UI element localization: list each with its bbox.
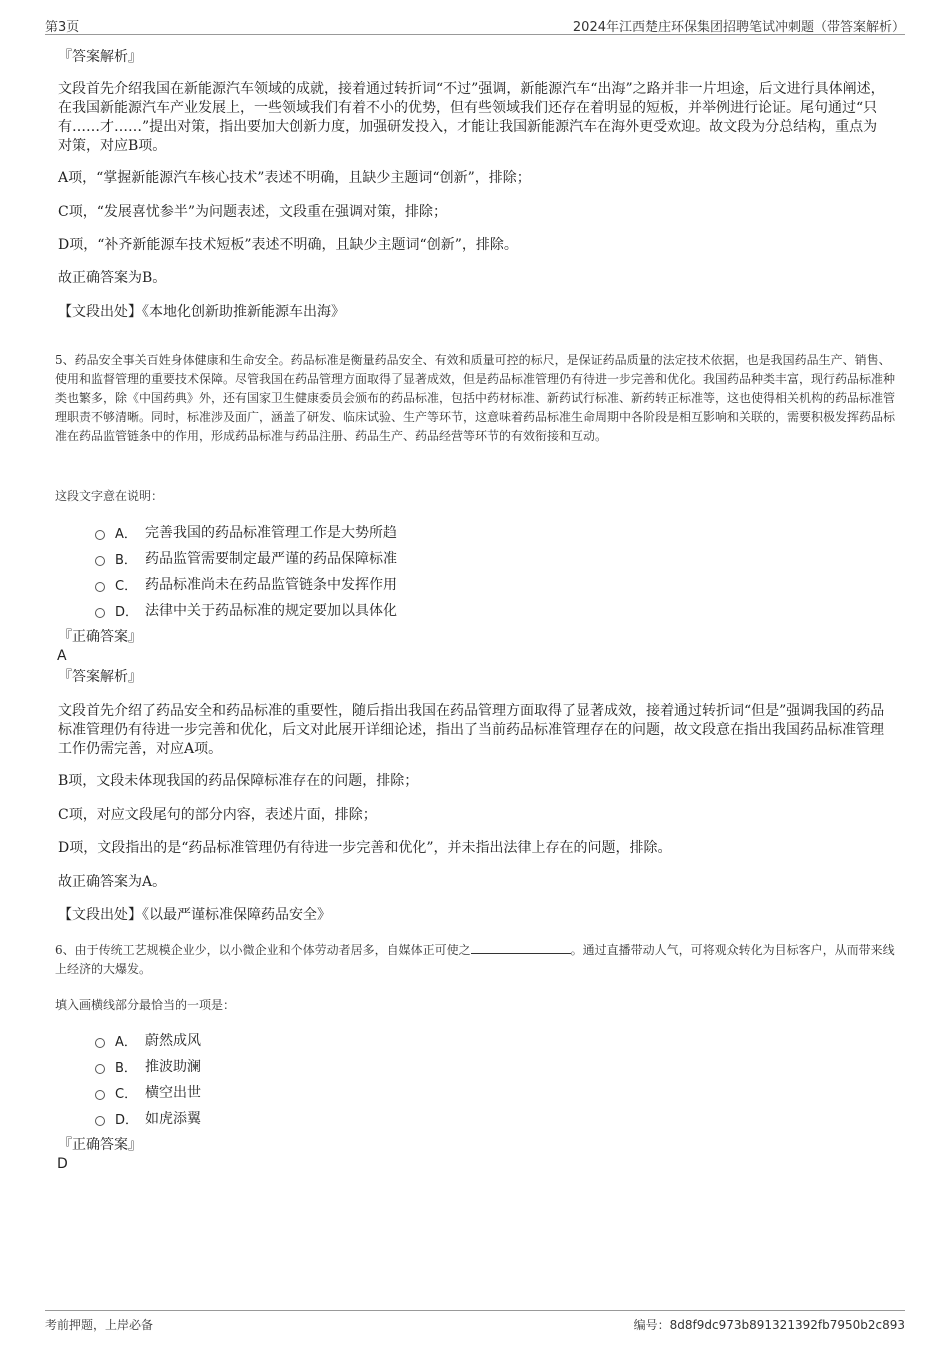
q5-option-a[interactable]: A． 完善我国的药品标准管理工作是大势所趋 <box>95 519 695 545</box>
q5-stem: 5、药品安全事关百姓身体健康和生命安全。药品标准是衡量药品安全、有效和质量可控的标尺，是保证药品质量的法定技术依据，也是我国药品生产、销售、使用和监督管理的重要技术保障。尽管我国在药品管理方面取得了显著成效，但是药品标准管理仍有待进一步完善和优化。我国药品种类丰富，现行药品标准种类也繁多，除《中国药典》外，还有国家卫生健康委员会颁布的药品标准，包括中药材标准、新药试行标准、新药转正标准等，这也使得相关机构的药品标准管理职责不够清晰。同时，标准涉及面广，涵盖了研发、临床试验、生产等环节，这意味着药品标准生命周期中各阶段是相互影响和关联的，需要积极发挥药品标准在药品监管链条中的作用，形成药品标准与药品注册、药品生产、药品经营等环节的有效衔接和互动。 <box>55 353 896 443</box>
q6-option-a[interactable]: A． 蔚然成风 <box>95 1027 695 1053</box>
radio-icon[interactable] <box>95 1038 105 1048</box>
q4-source: 【文段出处】《本地化创新助推新能源车出海》 <box>58 304 345 320</box>
q4-analysis-option-d: D项，“补齐新能源车技术短板”表述不明确，且缺少主题词“创新”，排除。 <box>58 237 518 253</box>
q6-options <box>95 1027 695 1131</box>
q6-prompt: 填入画横线部分最恰当的一项是： <box>55 998 236 1012</box>
document-title: 2024年江西楚庄环保集团招聘笔试冲刺题（带答案解析） <box>572 20 905 35</box>
q6-option-c[interactable]: C． 横空出世 <box>95 1079 695 1105</box>
q6-answer-heading: 『正确答案』 <box>58 1137 142 1153</box>
q5-analysis-option-b: B项，文段未体现我国的药品保障标准存在的问题，排除； <box>58 773 419 789</box>
page-footer <box>45 1310 905 1335</box>
q4-analysis-paragraph: 文段首先介绍我国在新能源汽车领域的成就，接着通过转折词“不过”强调，新能源汽车“出海”之路并非一片坦途，后文进行具体阐述，在我国新能源汽车产业发展上，一些领域我们有着不小的优势，但有些领域我们还存在着明显的短板，并举例进行论证。尾句通过“只有……才……”提出对策，指出要加大创新力度，加强研发投入，才能让我国新能源汽车在海外更受欢迎。故文段为分总结构，重点为对策，对应B项。 <box>58 81 885 154</box>
q4-analysis-heading: 『答案解析』 <box>58 49 142 65</box>
q5-analysis-heading: 『答案解析』 <box>58 669 142 685</box>
q5-answer: A <box>57 648 67 664</box>
q4-analysis-option-a: A项，“掌握新能源汽车核心技术”表述不明确，且缺少主题词“创新”，排除； <box>58 170 531 186</box>
radio-icon[interactable] <box>95 556 105 566</box>
q4-analysis-option-c: C项，“发展喜忧参半”为问题表述，文段重在强调对策，排除； <box>58 204 448 220</box>
radio-icon[interactable] <box>95 1090 105 1100</box>
q5-option-c[interactable]: C． 药品标准尚未在药品监管链条中发挥作用 <box>95 571 695 597</box>
q6-answer: D <box>57 1156 68 1172</box>
q5-option-b[interactable]: B． 药品监管需要制定最严谨的药品保障标准 <box>95 545 695 571</box>
radio-icon[interactable] <box>95 608 105 618</box>
q6-stem: 6、由于传统工艺规模企业少，以小微企业和个体劳动者居多，自媒体正可使之 。通过直播带动人气，可将观众转化为目标客户，从而带来线上经济的大爆发。 <box>55 943 895 976</box>
q5-conclusion: 故正确答案为A。 <box>58 874 167 890</box>
page-header <box>45 14 905 35</box>
radio-icon[interactable] <box>95 1116 105 1126</box>
q5-source: 【文段出处】《以最严谨标准保障药品安全》 <box>58 907 331 923</box>
radio-icon[interactable] <box>95 582 105 592</box>
q5-answer-heading: 『正确答案』 <box>58 629 142 645</box>
q5-options <box>95 519 695 623</box>
page-number: 第3页 <box>45 20 80 35</box>
footer-slogan: 考前押题，上岸必备 <box>45 1318 154 1332</box>
q5-prompt: 这段文字意在说明： <box>55 489 164 503</box>
q5-analysis-paragraph: 文段首先介绍了药品安全和药品标准的重要性，随后指出我国在药品管理方面取得了显著成效，接着通过转折词“但是”强调我国的药品标准管理仍有待进一步完善和优化，后文对此展开详细论述，指出了当前药品标准管理存在的问题，故文段意在指出我国药品标准管理工作仍需完善，对应A项。 <box>58 703 885 757</box>
q6-option-d[interactable]: D． 如虎添翼 <box>95 1105 695 1131</box>
q5-option-d[interactable]: D． 法律中关于药品标准的规定要加以具体化 <box>95 597 695 623</box>
q5-analysis-option-c: C项，对应文段尾句的部分内容，表述片面，排除； <box>58 807 377 823</box>
q5-analysis-option-d: D项，文段指出的是“药品标准管理仍有待进一步完善和优化”，并未指出法律上存在的问题，排除。 <box>58 840 672 856</box>
q4-conclusion: 故正确答案为B。 <box>58 270 167 286</box>
radio-icon[interactable] <box>95 530 105 540</box>
radio-icon[interactable] <box>95 1064 105 1074</box>
q6-option-b[interactable]: B． 推波助澜 <box>95 1053 695 1079</box>
document-id: 编号：8d8f9dc973b891321392fb7950b2c893 <box>633 1318 905 1332</box>
fill-blank <box>471 941 571 954</box>
